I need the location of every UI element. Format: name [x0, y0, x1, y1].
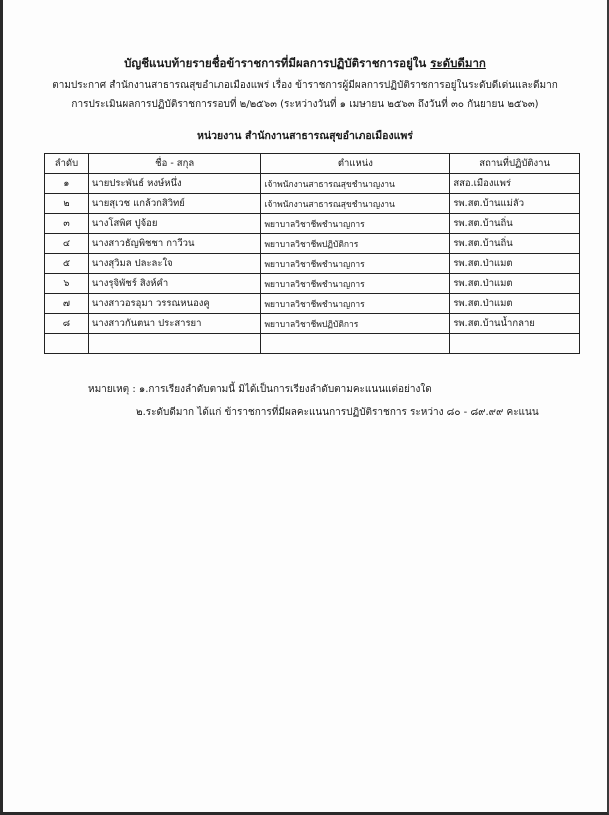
row-name: นางสุวิมล ปละละใจ [88, 254, 261, 274]
row-workplace: รพ.สต.ป่าแมต [450, 254, 580, 274]
row-name: นางโสพิศ ปูจ้อย [88, 214, 261, 234]
title-main: บัญชีแนบท้ายรายชื่อข้าราชการที่มีผลการปฏิบัติราชการอยู่ใน [124, 56, 427, 70]
row-workplace: รพ.สต.บ้านถิ่น [450, 214, 580, 234]
row-number: ๘ [45, 314, 89, 334]
row-position: พยาบาลวิชาชีพชำนาญการ [261, 274, 450, 294]
row-position: พยาบาลวิชาชีพปฏิบัติการ [261, 234, 450, 254]
row-workplace: รพ.สต.บ้านถิ่น [450, 234, 580, 254]
subtitle-line-1: ตามประกาศ สำนักงานสาธารณสุขอำเภอเมืองแพร่ เรื่อง ข้าราชการผู้มีผลการปฏิบัติราชการอยู่ในระดับดีเด่นและดีมาก [52, 80, 558, 91]
table-row [45, 194, 580, 214]
table-row [45, 294, 580, 314]
subtitle-line-2: การประเมินผลการปฏิบัติราชการรอบที่ ๒/๒๕๖๓ (ระหว่างวันที่ ๑ เมษายน ๒๕๖๓ ถึงวันที่ ๓๐ กันยายน ๒๕๖๓) [71, 99, 539, 110]
row-workplace: สสอ.เมืองแพร่ [450, 174, 580, 194]
empty-cell [450, 334, 580, 354]
row-number: ๒ [45, 194, 89, 214]
staff-table [44, 153, 580, 354]
table-row [45, 314, 580, 334]
row-name: นางสาวอรอุมา วรรณหนองคู [88, 294, 261, 314]
header-name: ชื่อ - สกุล [88, 154, 261, 174]
table-header-row [45, 154, 580, 174]
note-line-2: ๒.ระดับดีมาก ได้แก่ ข้าราชการที่มีผลคะแนนการปฏิบัติราชการ ระหว่าง ๘๐ - ๘๙.๙๙ คะแนน [136, 407, 539, 418]
row-position: พยาบาลวิชาชีพชำนาญการ [261, 294, 450, 314]
row-number: ๖ [45, 274, 89, 294]
row-position: เจ้าพนักงานสาธารณสุขชำนาญงาน [261, 194, 450, 214]
document-title [3, 55, 607, 73]
row-position: เจ้าพนักงานสาธารณสุขชำนาญงาน [261, 174, 450, 194]
row-position: พยาบาลวิชาชีพปฏิบัติการ [261, 314, 450, 334]
row-number: ๓ [45, 214, 89, 234]
unit-heading: หน่วยงาน สำนักงานสาธารณสุขอำเภอเมืองแพร่ [197, 130, 413, 142]
row-workplace: รพ.สต.บ้านแม่ลัว [450, 194, 580, 214]
table-row [45, 274, 580, 294]
empty-cell [88, 334, 261, 354]
empty-cell [45, 334, 89, 354]
row-name: นางสาวกันตนา ประสารยา [88, 314, 261, 334]
table-row [45, 214, 580, 234]
row-name: นายสุเวช แกล้วกสิวิทย์ [88, 194, 261, 214]
table-row-empty [45, 334, 580, 354]
header-no: ลำดับ [45, 154, 89, 174]
row-position: พยาบาลวิชาชีพชำนาญการ [261, 214, 450, 234]
title-level: ระดับดีมาก [430, 56, 486, 70]
table-row [45, 254, 580, 274]
row-number: ๕ [45, 254, 89, 274]
row-number: ๔ [45, 234, 89, 254]
row-workplace: รพ.สต.ป่าแมต [450, 294, 580, 314]
row-name: นางรุจิพัชร์ สิงห์คำ [88, 274, 261, 294]
note-line-1: หมายเหตุ : ๑.การเรียงลำดับตามนี้ มิได้เป็นการเรียงลำดับตามคะแนนแต่อย่างใด [88, 384, 432, 395]
row-number: ๑ [45, 174, 89, 194]
row-workplace: รพ.สต.บ้านน้ำกลาย [450, 314, 580, 334]
row-name: นายประพันธ์ หงษ์หนึ่ง [88, 174, 261, 194]
row-number: ๗ [45, 294, 89, 314]
header-workplace: สถานที่ปฏิบัติงาน [450, 154, 580, 174]
header-position: ตำแหน่ง [261, 154, 450, 174]
row-position: พยาบาลวิชาชีพชำนาญการ [261, 254, 450, 274]
row-workplace: รพ.สต.ป่าแมต [450, 274, 580, 294]
table-row [45, 234, 580, 254]
empty-cell [261, 334, 450, 354]
row-name: นางสาวธัญพิชชา กาวีวน [88, 234, 261, 254]
table-row [45, 174, 580, 194]
